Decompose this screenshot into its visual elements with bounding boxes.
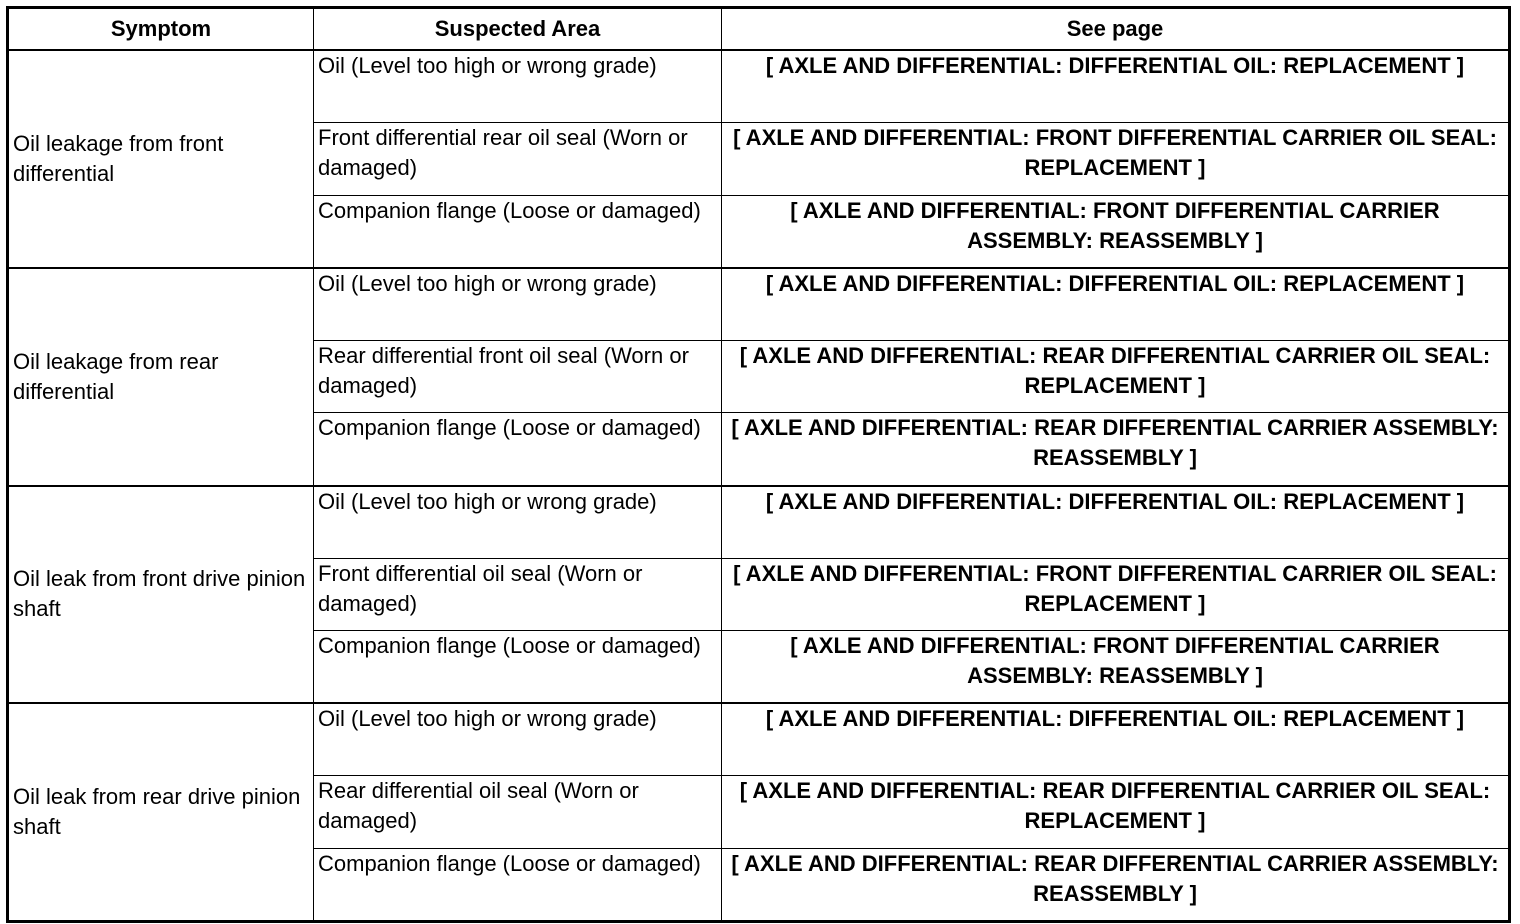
see-page-link[interactable]: [ AXLE AND DIFFERENTIAL: FRONT DIFFERENTIAL CARRIER OIL SEAL: REPLACEMENT ]: [722, 558, 1510, 631]
header-row: [8, 8, 1510, 51]
table-row: [8, 703, 1510, 776]
table-body: [8, 50, 1510, 921]
table-row: [8, 486, 1510, 559]
see-page-link[interactable]: [ AXLE AND DIFFERENTIAL: FRONT DIFFERENTIAL CARRIER ASSEMBLY: REASSEMBLY ]: [722, 631, 1510, 704]
see-page-link[interactable]: [ AXLE AND DIFFERENTIAL: DIFFERENTIAL OIL: REPLACEMENT ]: [722, 50, 1510, 123]
suspected-area-cell: Front differential rear oil seal (Worn or damaged): [314, 123, 722, 196]
see-page-link[interactable]: [ AXLE AND DIFFERENTIAL: DIFFERENTIAL OIL: REPLACEMENT ]: [722, 703, 1510, 776]
suspected-area-cell: Companion flange (Loose or damaged): [314, 631, 722, 704]
suspected-area-cell: Companion flange (Loose or damaged): [314, 195, 722, 268]
symptom-cell: Oil leak from front drive pinion shaft: [8, 486, 314, 704]
suspected-area-column-header: Suspected Area: [314, 8, 722, 51]
suspected-area-cell: Oil (Level too high or wrong grade): [314, 268, 722, 341]
symptom-cell: Oil leak from rear drive pinion shaft: [8, 703, 314, 921]
suspected-area-cell: Rear differential front oil seal (Worn or damaged): [314, 340, 722, 413]
symptom-cell: Oil leakage from front differential: [8, 50, 314, 268]
suspected-area-cell: Oil (Level too high or wrong grade): [314, 703, 722, 776]
see-page-link[interactable]: [ AXLE AND DIFFERENTIAL: FRONT DIFFERENTIAL CARRIER ASSEMBLY: REASSEMBLY ]: [722, 195, 1510, 268]
see-page-link[interactable]: [ AXLE AND DIFFERENTIAL: REAR DIFFERENTIAL CARRIER OIL SEAL: REPLACEMENT ]: [722, 776, 1510, 849]
see-page-link[interactable]: [ AXLE AND DIFFERENTIAL: DIFFERENTIAL OIL: REPLACEMENT ]: [722, 268, 1510, 341]
see-page-link[interactable]: [ AXLE AND DIFFERENTIAL: FRONT DIFFERENTIAL CARRIER OIL SEAL: REPLACEMENT ]: [722, 123, 1510, 196]
see-page-link[interactable]: [ AXLE AND DIFFERENTIAL: REAR DIFFERENTIAL CARRIER OIL SEAL: REPLACEMENT ]: [722, 340, 1510, 413]
suspected-area-cell: Companion flange (Loose or damaged): [314, 413, 722, 486]
suspected-area-cell: Companion flange (Loose or damaged): [314, 849, 722, 922]
symptom-column-header: Symptom: [8, 8, 314, 51]
suspected-area-cell: Oil (Level too high or wrong grade): [314, 486, 722, 559]
table-row: [8, 268, 1510, 341]
suspected-area-cell: Rear differential oil seal (Worn or damaged): [314, 776, 722, 849]
symptom-cell: Oil leakage from rear differential: [8, 268, 314, 486]
see-page-link[interactable]: [ AXLE AND DIFFERENTIAL: REAR DIFFERENTIAL CARRIER ASSEMBLY: REASSEMBLY ]: [722, 413, 1510, 486]
suspected-area-cell: Front differential oil seal (Worn or damaged): [314, 558, 722, 631]
table-header: [8, 8, 1510, 51]
table-row: [8, 50, 1510, 123]
troubleshooting-table: [6, 6, 1511, 923]
suspected-area-cell: Oil (Level too high or wrong grade): [314, 50, 722, 123]
see-page-column-header: See page: [722, 8, 1510, 51]
see-page-link[interactable]: [ AXLE AND DIFFERENTIAL: DIFFERENTIAL OIL: REPLACEMENT ]: [722, 486, 1510, 559]
see-page-link[interactable]: [ AXLE AND DIFFERENTIAL: REAR DIFFERENTIAL CARRIER ASSEMBLY: REASSEMBLY ]: [722, 849, 1510, 922]
